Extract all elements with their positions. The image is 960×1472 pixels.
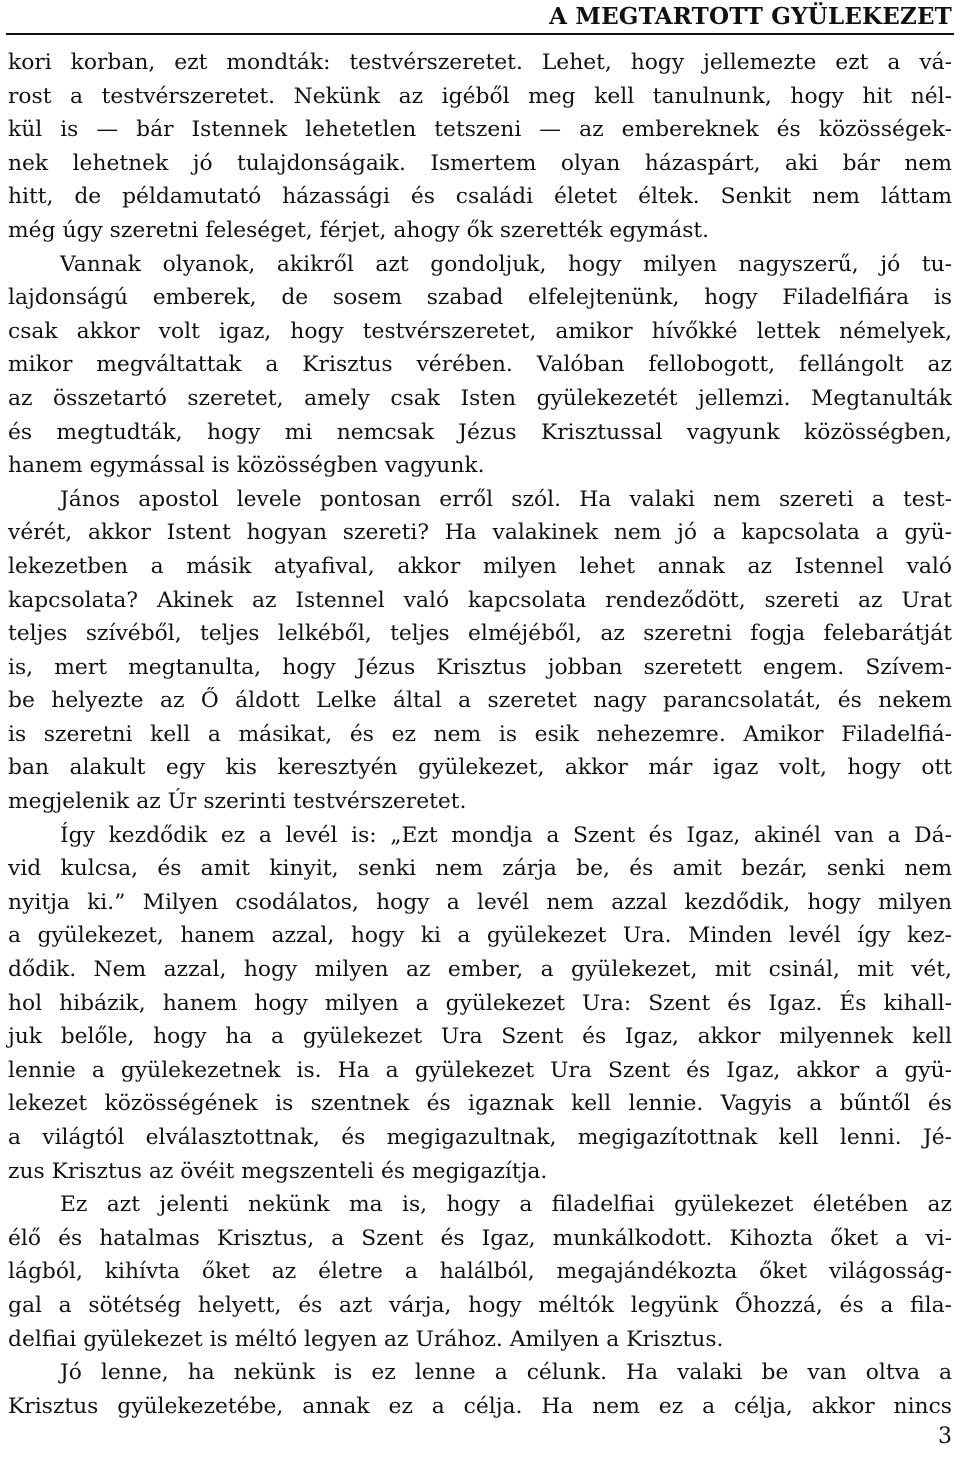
text-line: lágból, kihívta őket az életre a halálból, megajándékozta őket világosság-	[8, 1259, 952, 1285]
text-line: zus Krisztus az övéit megszenteli és megigazítja.	[8, 1158, 548, 1184]
text-line: kori korban, ezt mondták: testvérszeretet. Lehet, hogy jellemezte ezt a vá-	[8, 50, 952, 75]
text-line: hitt, de példamutató házassági és családi életet éltek. Senkit nem láttam	[8, 184, 952, 210]
text-line: ban alakult egy kis keresztyén gyülekezet, akkor már igaz volt, hogy ott	[8, 755, 952, 781]
paragraph-first-line: Így kezdődik ez a levél is: „Ezt mondja a Szent és Igaz, akinél van a Dá-	[60, 822, 952, 848]
text-line: megjelenik az Úr szerinti testvérszeretet.	[8, 789, 467, 815]
text-line: be helyezte az Ő áldott Lelke által a szeretet nagy parancsolatát, és nekem	[8, 688, 952, 714]
text-line: teljes szívéből, teljes lelkéből, teljes elméjéből, az szeretni fogja felebarátját	[8, 621, 952, 647]
text-line: hanem egymással is közösségben vagyunk.	[8, 453, 485, 479]
page-number: 3	[938, 1424, 952, 1449]
text-line: csak akkor volt igaz, hogy testvérszeretet, amikor hívőkké lettek némelyek,	[8, 318, 952, 344]
paragraph-first-line: Ez azt jelenti nekünk ma is, hogy a filadelfiai gyülekezet életében az	[60, 1192, 952, 1218]
text-line: gal a sötétség helyett, és azt várja, hogy méltók legyünk Őhozzá, és a fila-	[8, 1292, 952, 1318]
text-line: a világtól elválasztottnak, és megigazultnak, megigazítottnak kell lenni. Jé-	[8, 1125, 952, 1150]
text-line: is, mert megtanulta, hogy Jézus Krisztus jobban szeretett engem. Szívem-	[8, 654, 952, 680]
text-line: dődik. Nem azzal, hogy milyen az ember, a gyülekezet, mit csinál, mit vét,	[8, 957, 952, 983]
text-line: nyitja ki.” Milyen csodálatos, hogy a levél nem azzal kezdődik, hogy milyen	[8, 889, 952, 915]
text-line: lajdonságú emberek, de sosem szabad elfelejtenünk, hogy Filadelfiára is	[8, 285, 952, 311]
text-line: a gyülekezet, hanem azzal, hogy ki a gyülekezet Ura. Minden levél így kez-	[8, 923, 952, 949]
text-line: lekezet közösségének is szentnek és igaznak kell lennie. Vagyis a bűntől és	[8, 1091, 952, 1117]
paragraph-first-line: János apostol levele pontosan erről szól. Ha valaki nem szereti a test-	[60, 486, 952, 512]
text-line: kapcsolata? Akinek az Istennel való kapcsolata rendeződött, szereti az Urat	[8, 587, 952, 613]
text-line: delfiai gyülekezet is méltó legyen az Urához. Amilyen a Krisztus.	[8, 1326, 724, 1352]
text-line: mikor megváltattak a Krisztus vérében. Valóban fellobogott, fellángolt az	[8, 352, 952, 378]
running-header-title: A MEGTARTOTT GYÜLEKEZET	[549, 3, 952, 30]
text-line: is szeretni kell a másikat, és ez nem is esik nehezemre. Amikor Filadelfiá-	[8, 721, 952, 747]
text-line: juk belőle, hogy ha a gyülekezet Ura Szent és Igaz, akkor milyennek kell	[8, 1024, 952, 1050]
text-line: kül is — bár Istennek lehetetlen tetszeni — az embereknek és közösségek-	[8, 117, 952, 143]
text-line: még úgy szeretni feleséget, férjet, ahogy ők szerették egymást.	[8, 217, 710, 243]
text-line: Krisztus gyülekezetébe, annak ez a célja. Ha nem ez a célja, akkor nincs	[8, 1393, 952, 1419]
text-line: lennie a gyülekezetnek is. Ha a gyülekezet Ura Szent és Igaz, akkor a gyü-	[8, 1057, 952, 1083]
text-line: vid kulcsa, és amit kinyit, senki nem zárja be, és amit bezár, senki nem	[8, 856, 952, 882]
text-line: vérét, akkor Istent hogyan szereti? Ha valakinek nem jó a kapcsolata a gyü-	[8, 520, 952, 546]
body-text	[8, 46, 952, 1423]
text-line: nek lehetnek jó tulajdonságaik. Ismertem olyan házaspárt, aki bár nem	[8, 150, 952, 176]
text-line: az összetartó szeretet, amely csak Isten gyülekezetét jellemzi. Megtanulták	[8, 385, 952, 411]
header-divider	[6, 33, 954, 35]
text-line: élő és hatalmas Krisztus, a Szent és Igaz, munkálkodott. Kihozta őket a vi-	[8, 1225, 952, 1251]
text-line: lekezetben a másik atyafival, akkor milyen lehet annak az Istennel való	[8, 553, 952, 579]
paragraph-first-line: Jó lenne, ha nekünk is ez lenne a célunk. Ha valaki be van oltva a	[60, 1360, 952, 1386]
text-line: rost a testvérszeretet. Nekünk az igéből meg kell tanulnunk, hogy hit nél-	[8, 83, 952, 109]
text-line: és megtudták, hogy mi nemcsak Jézus Krisztussal vagyunk közösségben,	[8, 419, 952, 445]
paragraph-first-line: Vannak olyanok, akikről azt gondoljuk, hogy milyen nagyszerű, jó tu-	[60, 251, 952, 277]
text-line: hol hibázik, hanem hogy milyen a gyülekezet Ura: Szent és Igaz. És kihall-	[8, 990, 952, 1016]
